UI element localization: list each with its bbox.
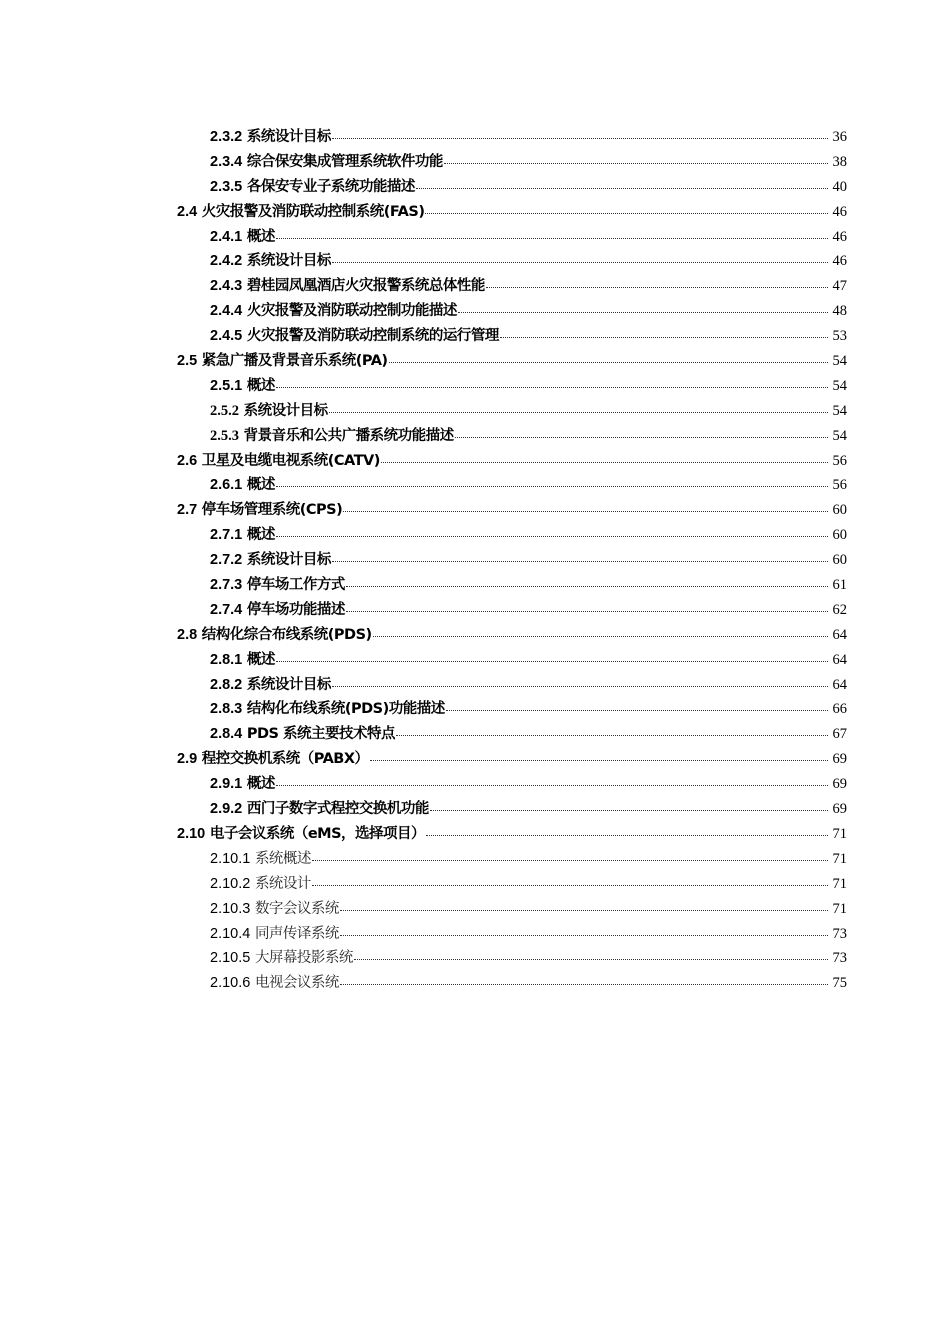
toc-entry-page-number: 71 (832, 825, 847, 842)
toc-entry[interactable] (177, 623, 847, 648)
toc-entry-title: 系统设计目标 (243, 402, 328, 419)
toc-entry-page-number: 69 (832, 776, 847, 793)
toc-dot-leader (396, 734, 828, 736)
toc-dot-leader (340, 909, 828, 911)
toc-entry-title: 同声传译系统 (254, 925, 339, 942)
toc-entry-page-number: 64 (832, 651, 847, 668)
toc-entry[interactable] (177, 772, 847, 797)
toc-entry-number: 2.4 (177, 203, 198, 220)
toc-entry[interactable] (177, 946, 847, 971)
toc-dot-leader (455, 436, 828, 438)
toc-dot-leader (276, 535, 828, 537)
toc-entry-title: 各保安专业子系统功能描述 (246, 178, 415, 195)
toc-entry-number: 2.4.5 (210, 328, 243, 345)
toc-entry-title: 火灾报警及消防联动控制系统的运行管理 (246, 328, 499, 345)
toc-entry-number: 2.10.4 (210, 925, 251, 942)
toc-dot-leader (332, 261, 828, 263)
toc-entry-page-number: 71 (832, 900, 847, 917)
toc-entry-page-number: 67 (832, 726, 847, 743)
toc-entry-page-number: 40 (832, 178, 847, 195)
toc-entry[interactable] (177, 797, 847, 822)
toc-entry-page-number: 56 (832, 452, 847, 469)
toc-entry-number: 2.4.2 (210, 253, 243, 270)
toc-entry-title: 电视会议系统 (254, 975, 339, 992)
toc-entry[interactable] (177, 399, 847, 424)
toc-entry[interactable] (177, 598, 847, 623)
toc-entry-title: 背景音乐和公共广播系统功能描述 (243, 427, 454, 444)
toc-entry-number: 2.10.2 (210, 875, 251, 892)
toc-dot-leader (354, 958, 828, 960)
toc-dot-leader (276, 660, 828, 662)
toc-entry-page-number: 64 (832, 676, 847, 693)
toc-dot-leader (425, 212, 828, 214)
toc-entry-title: 系统设计目标 (246, 129, 331, 145)
toc-entry-page-number: 46 (832, 203, 847, 220)
toc-entry-title: 系统设计 (254, 875, 311, 892)
toc-entry-number: 2.8.4 (210, 726, 243, 743)
toc-entry-number: 2.5.2 (210, 402, 239, 419)
toc-entry[interactable] (177, 175, 847, 200)
toc-entry-title: 结构化综合布线系统(PDS) (201, 626, 372, 643)
toc-entry[interactable] (177, 897, 847, 922)
toc-entry-page-number: 69 (832, 801, 847, 818)
toc-entry-title: 系统设计目标 (246, 552, 331, 569)
toc-dot-leader (332, 685, 828, 687)
toc-entry-number: 2.3.5 (210, 178, 243, 195)
toc-dot-leader (500, 336, 828, 338)
toc-entry-page-number: 46 (832, 253, 847, 270)
toc-entry[interactable] (177, 747, 847, 772)
toc-entry-page-number: 54 (832, 377, 847, 394)
toc-entry-title: 火灾报警及消防联动控制功能描述 (246, 303, 457, 320)
toc-entry-number: 2.5.3 (210, 427, 239, 444)
toc-dot-leader (332, 560, 828, 562)
toc-entry-number: 2.6 (177, 452, 198, 469)
toc-entry-page-number: 54 (832, 402, 847, 419)
toc-entry-page-number: 46 (832, 228, 847, 245)
toc-entry[interactable] (177, 498, 847, 523)
toc-dot-leader (276, 784, 828, 786)
toc-entry-page-number: 64 (832, 626, 847, 643)
toc-entry-title: 程控交换机系统（PABX） (201, 751, 369, 768)
toc-entry-title: 概述 (246, 228, 275, 245)
toc-entry[interactable] (177, 299, 847, 324)
toc-dot-leader (426, 834, 828, 836)
toc-entry-number: 2.8 (177, 626, 198, 643)
toc-entry-number: 2.7.2 (210, 552, 243, 569)
toc-dot-leader (444, 162, 828, 164)
toc-entry-title: PDS 系统主要技术特点 (246, 726, 396, 743)
toc-dot-leader (329, 411, 828, 413)
toc-entry-title: 碧桂园凤凰酒店火灾报警系统总体性能 (246, 278, 485, 295)
toc-entry-title: 系统概述 (254, 850, 311, 867)
toc-entry-number: 2.7.3 (210, 577, 243, 594)
toc-entry-page-number: 62 (832, 601, 847, 618)
toc-entry[interactable] (177, 872, 847, 897)
toc-entry-page-number: 53 (832, 328, 847, 345)
toc-dot-leader (430, 809, 828, 811)
toc-entry-number: 2.4.1 (210, 228, 243, 245)
toc-entry-number: 2.8.1 (210, 651, 243, 668)
toc-entry-title: 停车场功能描述 (246, 601, 345, 618)
toc-entry-page-number: 54 (832, 427, 847, 444)
toc-entry-page-number: 73 (832, 925, 847, 942)
toc-dot-leader (486, 286, 828, 288)
toc-entry-title: 概述 (246, 651, 275, 668)
toc-entry-number: 2.6.1 (210, 477, 243, 494)
toc-entry-number: 2.4.3 (210, 278, 243, 295)
toc-entry[interactable] (177, 922, 847, 947)
toc-entry-number: 2.10.5 (210, 950, 251, 967)
toc-entry-title: 系统设计目标 (246, 253, 331, 270)
toc-dot-leader (312, 859, 828, 861)
toc-entry[interactable] (177, 125, 847, 150)
toc-entry-number: 2.8.2 (210, 676, 243, 693)
toc-entry-page-number: 60 (832, 527, 847, 544)
toc-entry-number: 2.3.2 (210, 129, 243, 145)
toc-entry-number: 2.10 (177, 825, 206, 842)
toc-entry-page-number: 54 (832, 353, 847, 370)
toc-dot-leader (276, 485, 828, 487)
toc-entry-number: 2.9.2 (210, 801, 243, 818)
toc-entry-title: 概述 (246, 776, 275, 793)
toc-entry[interactable] (177, 424, 847, 449)
toc-entry-title: 火灾报警及消防联动控制系统(FAS) (201, 203, 425, 220)
toc-entry[interactable] (177, 449, 847, 474)
toc-dot-leader (276, 386, 828, 388)
toc-entry[interactable] (177, 648, 847, 673)
toc-entry-number: 2.10.3 (210, 900, 251, 917)
toc-entry-number: 2.10.6 (210, 975, 251, 992)
toc-entry-number: 2.7 (177, 502, 198, 519)
toc-entry-title: 停车场管理系统(CPS) (201, 502, 343, 519)
toc-entry-number: 2.4.4 (210, 303, 243, 320)
toc-dot-leader (312, 884, 828, 886)
toc-entry-page-number: 73 (832, 950, 847, 967)
toc-entry-title: 停车场工作方式 (246, 577, 345, 594)
toc-entry-title: 电子会议系统（eMS，选择项目） (209, 825, 426, 842)
toc-entry-page-number: 36 (832, 129, 847, 145)
toc-dot-leader (332, 137, 828, 139)
toc-dot-leader (346, 585, 828, 587)
toc-entry[interactable] (177, 374, 847, 399)
toc-entry[interactable] (177, 200, 847, 225)
toc-entry[interactable] (177, 822, 847, 847)
toc-entry-number: 2.7.1 (210, 527, 243, 544)
toc-entry-page-number: 60 (832, 552, 847, 569)
toc-entry-number: 2.3.4 (210, 153, 243, 170)
toc-dot-leader (340, 934, 828, 936)
toc-entry-title: 概述 (246, 477, 275, 494)
toc-entry-number: 2.5 (177, 353, 198, 370)
toc-entry-title: 概述 (246, 527, 275, 544)
toc-entry-page-number: 47 (832, 278, 847, 295)
toc-dot-leader (389, 361, 828, 363)
toc-entry-page-number: 38 (832, 153, 847, 170)
toc-entry[interactable] (177, 349, 847, 374)
toc-entry-title: 结构化布线系统(PDS)功能描述 (246, 701, 445, 718)
toc-entry-title: 综合保安集成管理系统软件功能 (246, 153, 443, 170)
toc-entry-title: 系统设计目标 (246, 676, 331, 693)
toc-entry-page-number: 66 (832, 701, 847, 718)
toc-entry[interactable] (177, 971, 847, 996)
toc-entry-title: 紧急广播及背景音乐系统(PA) (201, 353, 388, 370)
toc-entry-title: 数字会议系统 (254, 900, 339, 917)
toc-dot-leader (381, 461, 828, 463)
toc-entry-page-number: 48 (832, 303, 847, 320)
table-of-contents (177, 125, 847, 996)
toc-entry-page-number: 71 (832, 875, 847, 892)
toc-entry[interactable] (177, 225, 847, 250)
toc-entry-page-number: 75 (832, 975, 847, 992)
toc-entry[interactable] (177, 473, 847, 498)
toc-entry-title: 西门子数字式程控交换机功能 (246, 801, 429, 818)
toc-dot-leader (343, 510, 828, 512)
toc-entry[interactable] (177, 722, 847, 747)
toc-entry-page-number: 61 (832, 577, 847, 594)
toc-entry[interactable] (177, 548, 847, 573)
toc-entry-number: 2.8.3 (210, 701, 243, 718)
toc-entry[interactable] (177, 324, 847, 349)
toc-entry-number: 2.7.4 (210, 601, 243, 618)
toc-entry[interactable] (177, 249, 847, 274)
toc-entry-page-number: 60 (832, 502, 847, 519)
toc-dot-leader (346, 610, 828, 612)
toc-entry[interactable] (177, 573, 847, 598)
toc-dot-leader (416, 187, 828, 189)
toc-entry-title: 卫星及电缆电视系统(CATV) (201, 452, 380, 469)
toc-entry[interactable] (177, 697, 847, 722)
toc-entry[interactable] (177, 150, 847, 175)
toc-entry[interactable] (177, 274, 847, 299)
toc-dot-leader (446, 709, 828, 711)
toc-entry-title: 大屏幕投影系统 (254, 950, 353, 967)
toc-dot-leader (373, 635, 828, 637)
toc-entry[interactable] (177, 847, 847, 872)
toc-entry-number: 2.10.1 (210, 850, 251, 867)
toc-dot-leader (340, 983, 828, 985)
toc-entry[interactable] (177, 673, 847, 698)
toc-dot-leader (458, 311, 828, 313)
toc-entry-page-number: 69 (832, 751, 847, 768)
toc-entry-page-number: 56 (832, 477, 847, 494)
toc-entry-number: 2.9.1 (210, 776, 243, 793)
toc-entry-number: 2.5.1 (210, 377, 243, 394)
toc-entry[interactable] (177, 523, 847, 548)
toc-entry-title: 概述 (246, 377, 275, 394)
toc-entry-number: 2.9 (177, 751, 198, 768)
toc-entry-page-number: 71 (832, 850, 847, 867)
toc-dot-leader (370, 759, 828, 761)
toc-dot-leader (276, 237, 828, 239)
